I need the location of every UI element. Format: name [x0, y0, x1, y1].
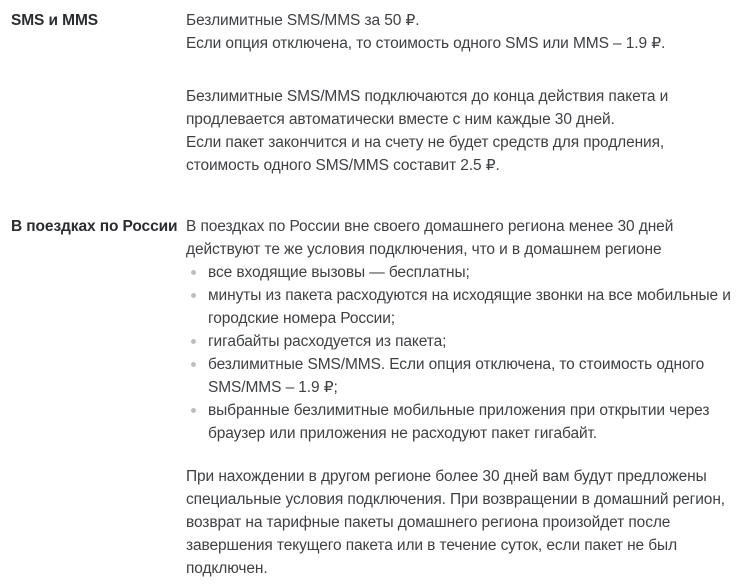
section-content-sms-mms [186, 9, 731, 177]
list-item-package-minutes: минуты из пакета расходуются на исходящие звонки на все мобильные и городские номера России; [186, 284, 731, 330]
text-line: При нахождении в другом регионе более 30 дней вам будут предложены специальные условия подключения. При возвращении в домашний регион, возврат на тарифные пакеты домашнего региона произойдет после завершения текущего пакета или в течение суток, если пакет не был подключен. [186, 468, 725, 577]
list-item-unlimited-apps: выбранные безлимитные мобильные приложения при открытии через браузер или приложения не расходуют пакет гигабайт. [186, 399, 731, 445]
list-item-incoming-calls: все входящие вызовы — бесплатны; [186, 261, 731, 284]
list-item-unlimited-sms: безлимитные SMS/MMS. Если опция отключена, то стоимость одного SMS/MMS – 1.9 ₽; [186, 353, 731, 399]
section-heading-sms-mms: SMS и MMS [11, 12, 98, 29]
list-item-gigabytes: гигабайты расходуется из пакета; [186, 330, 731, 353]
text-line: Безлимитные SMS/MMS за 50 ₽. [186, 12, 420, 29]
text-line: Безлимитные SMS/MMS подключаются до конца действия пакета и продлевается автоматически вместе с ним каждые 30 дней. [186, 88, 669, 128]
paragraph-sms-price [186, 9, 731, 55]
paragraph-other-region [186, 465, 731, 580]
section-travel-russia [11, 215, 741, 580]
paragraph-sms-renewal [186, 85, 731, 177]
travel-conditions-list [186, 261, 731, 445]
section-content-travel-russia [186, 215, 731, 580]
text-line: Если пакет закончится и на счету не будет средств для продления, стоимость одного SMS/MMS составит 2.5 ₽. [186, 134, 665, 174]
paragraph-travel-intro [186, 215, 731, 261]
text-line: Если опция отключена, то стоимость одного SMS или MMS – 1.9 ₽. [186, 35, 666, 52]
section-sms-mms [11, 9, 741, 177]
section-heading-travel-russia: В поездках по России [11, 218, 178, 235]
text-line: В поездках по России вне своего домашнего региона менее 30 дней действуют те же условия подключения, что и в домашнем регионе [186, 218, 674, 258]
